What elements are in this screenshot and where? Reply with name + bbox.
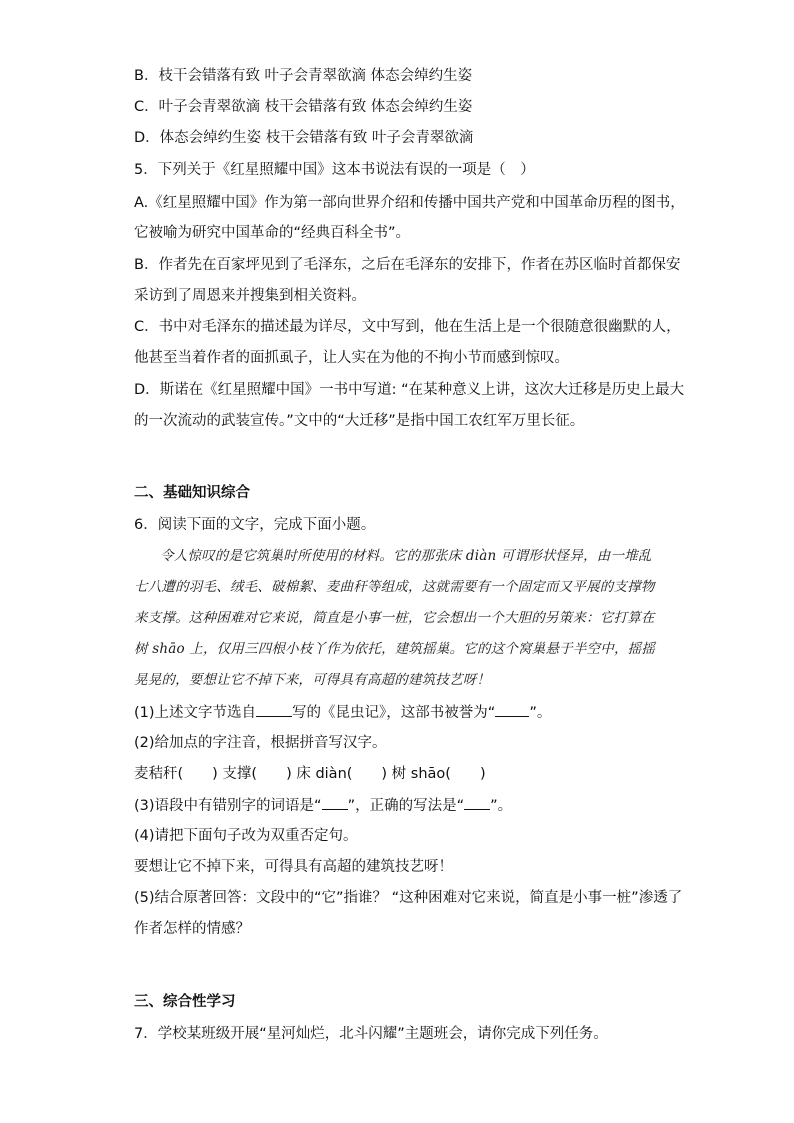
question-5-stem: 5．下列关于《红星照耀中国》这本书说法有误的一项是（ ） (134, 162, 535, 178)
sub3-part-a: (3)语段中有错别字的词语是“ (134, 798, 322, 814)
question-7-stem: 7．学校某班级开展“星河灿烂，北斗闪耀”主题班会，请你完成下列任务。 (134, 1026, 608, 1042)
sub3-part-c: ”。 (490, 798, 513, 814)
sub1-part-b: 写的《昆虫记》，这部书被誉为“ (292, 705, 496, 721)
sub-question-2-fill[interactable]: 麦秸秆( ) 支撑( ) 床 diàn( ) 树 shāo( ) (134, 766, 486, 782)
q5-option-a-line2: 它被喻为研究中国革命的“经典百科全书”。 (134, 225, 411, 241)
passage-line: 树 shāo 上，仅用三四根小枝丫作为依托，建筑摇巢。它的这个窝巢悬于半空中，摇摇 (134, 641, 656, 657)
answer-blank-title[interactable] (495, 702, 529, 717)
answer-blank-wrong-word[interactable] (322, 795, 348, 810)
option-d-q4: D．体态会绰约生姿 枝干会错落有致 叶子会青翠欲滴 (134, 130, 474, 146)
q5-option-d-line2: 的一次流动的武装宣传。”文中的“大迁移”是指中国工农红军万里长征。 (134, 413, 585, 429)
q5-option-c-line2: 他甚至当着作者的面抓虱子，让人实在为他的不拘小节而感到惊叹。 (134, 350, 569, 366)
option-c-q4: C．叶子会青翠欲滴 枝干会错落有致 体态会绰约生姿 (134, 99, 473, 115)
sub-question-1 (134, 702, 674, 723)
q5-option-d-line1: D．斯诺在《红星照耀中国》一书中写道: “在某种意义上讲，这次大迁移是历史上最大 (134, 382, 685, 398)
q5-option-c-line1: C．书中对毛泽东的描述最为详尽，文中写到，他在生活上是一个很随意很幽默的人， (134, 319, 681, 335)
sub1-part-a: (1)上述文字节选自 (134, 705, 257, 721)
option-b-q4: B．枝干会错落有致 叶子会青翠欲滴 体态会绰约生姿 (134, 68, 473, 84)
sub-question-4: (4)请把下面句子改为双重否定句。 (134, 828, 358, 844)
sub-question-5-line2: 作者怎样的情感？ (134, 921, 250, 937)
sub1-part-c: ”。 (529, 705, 552, 721)
q5-option-b-line2: 采访到了周恩来并搜集到相关资料。 (134, 288, 366, 304)
passage-line: 七八遭的羽毛、绒毛、破棉絮、麦曲秆等组成，这就需要有一个固定而又平展的支撑物 (134, 579, 655, 595)
passage-line: 令人惊叹的是它筑巢时所使用的材料。它的那张床 diàn 可谓形状怪异，由一堆乱 (160, 548, 652, 564)
sub-question-2: (2)给加点的字注音，根据拼音写汉字。 (134, 735, 387, 751)
sub-question-5-line1: (5)结合原著回答：文段中的“它”指谁？ “这种困难对它来说，简直是小事一桩”渗透了 (134, 890, 683, 906)
sub-question-3 (134, 795, 674, 816)
q5-option-b-line1: B．作者先在百家坪见到了毛泽东，之后在毛泽东的安排下，作者在苏区临时首都保安 (134, 257, 681, 273)
section-3-title: 三、综合性学习 (134, 994, 236, 1010)
passage-line: 来支撑。这种困难对它来说，简直是小事一桩，它会想出一个大胆的另策来：它打算在 (134, 610, 655, 626)
sub-question-4-sentence: 要想让它不掉下来，可得具有高超的建筑技艺呀！ (134, 859, 453, 875)
section-2-title: 二、基础知识综合 (134, 485, 250, 501)
passage-line: 晃晃的，要想让它不掉下来，可得具有高超的建筑技艺呀！ (134, 672, 491, 688)
sub3-part-b: ”，正确的写法是“ (347, 798, 465, 814)
question-6-stem: 6．阅读下面的文字，完成下面小题。 (134, 517, 376, 533)
answer-blank-author[interactable] (256, 702, 292, 717)
q5-option-a-line1: A.《红星照耀中国》作为第一部向世界介绍和传播中国共产党和中国革命历程的图书， (134, 195, 685, 211)
answer-blank-correct-word[interactable] (464, 795, 490, 810)
